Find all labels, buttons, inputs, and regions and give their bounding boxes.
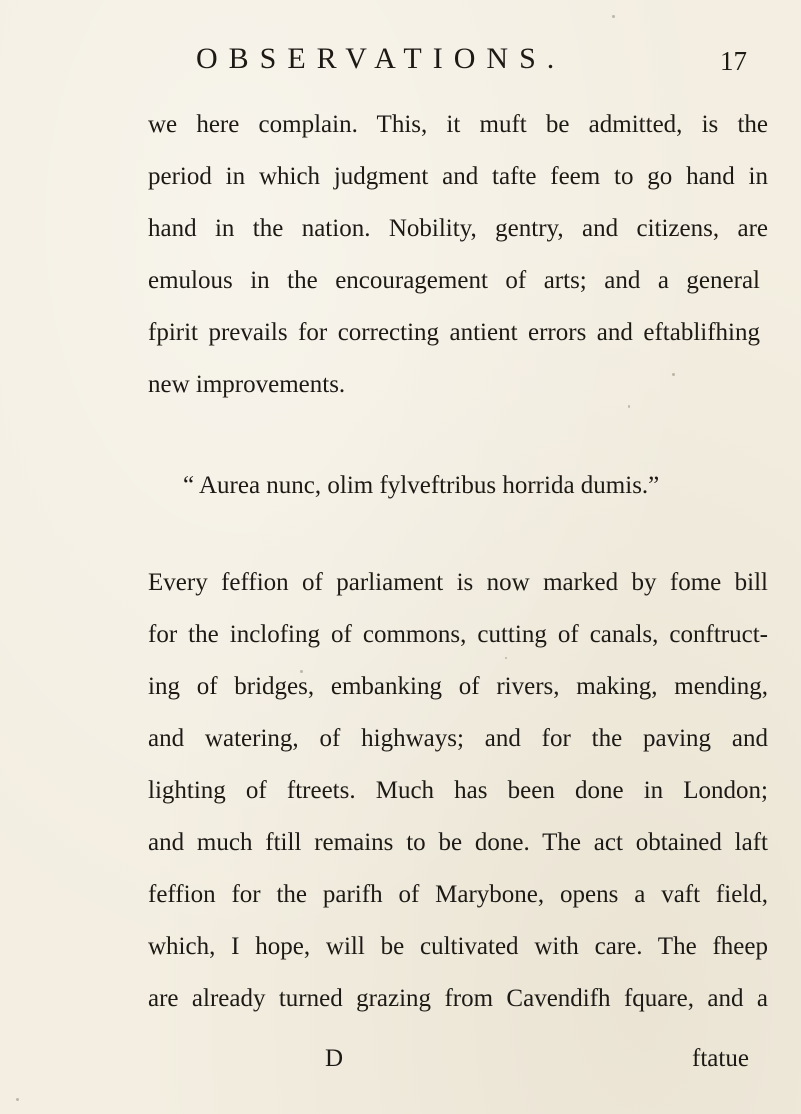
paper-speck (300, 670, 303, 673)
body-line: are already turned grazing from Cavendifh fquare, and a (148, 985, 768, 1012)
paper-speck (612, 15, 615, 18)
page-number: 17 (720, 46, 747, 76)
body-line: ing of bridges, embanking of rivers, making, mending, (148, 673, 768, 700)
paper-speck (672, 373, 675, 376)
body-line: Every feffion of parliament is now marked by fome bill (148, 569, 768, 596)
body-line: we here complain. This, it muft be admitted, is the (148, 111, 768, 138)
paper-speck (505, 657, 507, 659)
body-line: emulous in the encouragement of arts; and a general (148, 267, 760, 294)
page-header (0, 38, 801, 78)
body-line: which, I hope, will be cultivated with care. The fheep (148, 933, 768, 960)
catchword: ftatue (692, 1045, 749, 1072)
body-line: for the inclofing of commons, cutting of canals, conftruct- (148, 621, 768, 648)
body-line: feffion for the parifh of Marybone, opens a vaft field, (148, 881, 768, 908)
latin-quotation: “ Aurea nunc, olim fylveftribus horrida dumis.” (183, 472, 660, 499)
paper-speck (628, 405, 630, 408)
body-line: lighting of ftreets. Much has been done in London; (148, 777, 768, 804)
body-line: fpirit prevails for correcting antient errors and eftablifhing (148, 319, 760, 346)
paper-speck (16, 1098, 19, 1101)
body-line: new improvements. (148, 371, 346, 398)
body-line: hand in the nation. Nobility, gentry, and citizens, are (148, 215, 768, 242)
body-line: period in which judgment and tafte feem to go hand in (148, 163, 768, 190)
running-head: OBSERVATIONS. (196, 42, 566, 75)
body-line: and watering, of highways; and for the paving and (148, 725, 768, 752)
signature-mark: D (325, 1045, 344, 1072)
body-line: and much ftill remains to be done. The act obtained laft (148, 829, 768, 856)
